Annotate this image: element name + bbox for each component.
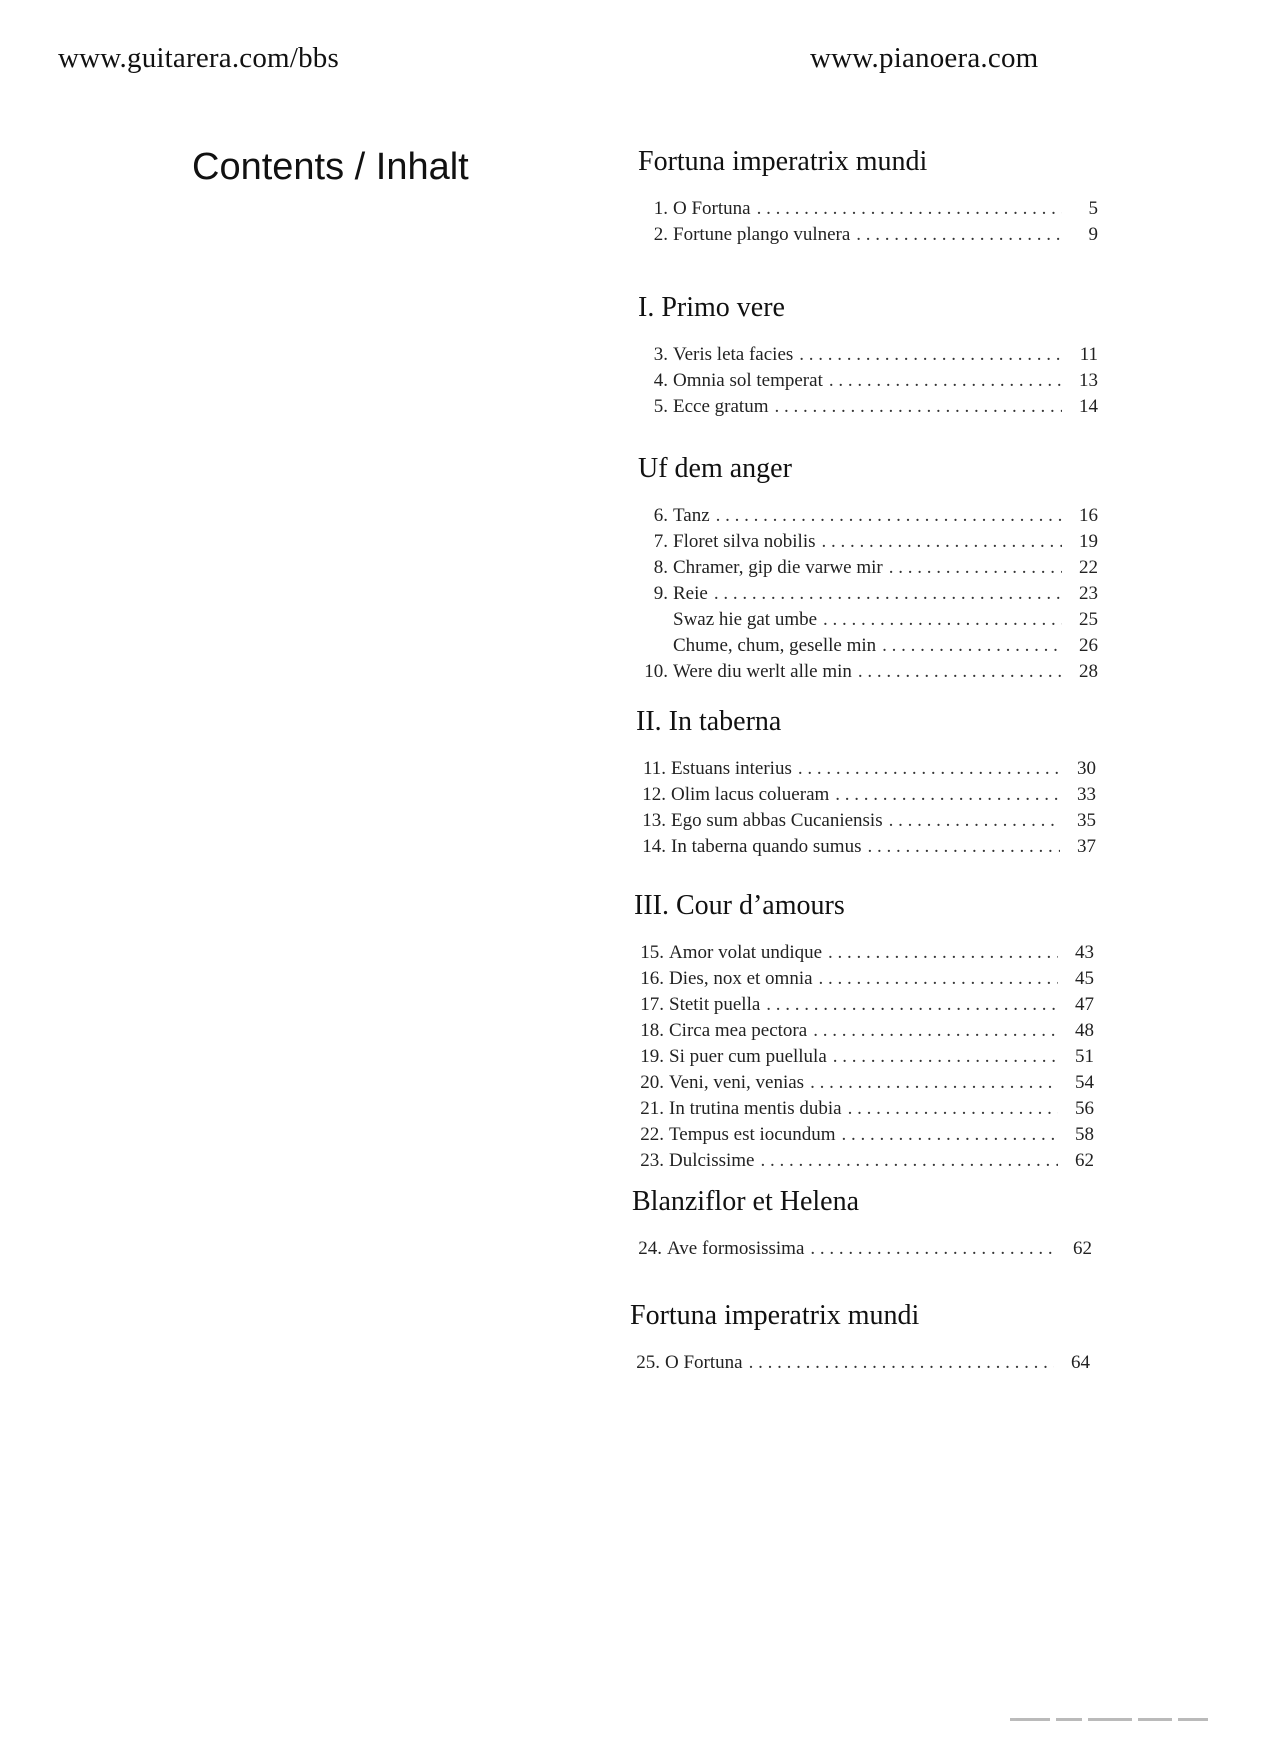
dot-leader: [828, 940, 1058, 966]
toc-entry-title: Ave formosissima: [667, 1238, 805, 1259]
toc-section: [638, 146, 1098, 248]
toc-entry-page: 13: [1079, 370, 1098, 391]
toc-entry-number: 20.: [640, 1072, 664, 1093]
toc-entry-page: 5: [1088, 198, 1098, 219]
toc-section: [636, 706, 1096, 860]
dot-leader: [810, 1236, 1056, 1262]
toc-entry: [638, 659, 1098, 685]
toc-entry-number: 22.: [640, 1124, 664, 1145]
toc-entry-page: 9: [1088, 224, 1098, 245]
toc-entry-number: 23.: [640, 1150, 664, 1171]
toc-entry-title: Estuans interius: [671, 758, 792, 779]
dot-leader: [889, 808, 1060, 834]
toc-section-title: Uf dem anger: [638, 453, 792, 484]
dot-leader: [882, 633, 1062, 659]
toc-section: [630, 1300, 1090, 1376]
dot-leader: [856, 222, 1062, 248]
toc-entry-title: Dies, nox et omnia: [669, 968, 813, 989]
toc-section-title: I. Primo vere: [638, 292, 785, 323]
toc-entry-title: Stetit puella: [669, 994, 761, 1015]
toc-entry-list: [638, 503, 1098, 685]
toc-entry-number: 7.: [653, 531, 668, 552]
dot-leader: [833, 1044, 1058, 1070]
dot-leader: [749, 1350, 1054, 1376]
toc-entry-page: 16: [1079, 505, 1098, 526]
header-url-right: www.pianoera.com: [810, 42, 1039, 74]
toc-entry: [634, 1070, 1094, 1096]
toc-section: [638, 453, 1098, 685]
toc-entry: [634, 992, 1094, 1018]
toc-entry-number: 14.: [642, 836, 666, 857]
toc-entry: [638, 633, 1098, 659]
toc-entry-number: 19.: [640, 1046, 664, 1067]
toc-entry-page: 64: [1071, 1352, 1090, 1373]
toc-entry-number: 12.: [642, 784, 666, 805]
toc-entry-title: Ego sum abbas Cucaniensis: [671, 810, 883, 831]
toc-entry-title: O Fortuna: [665, 1352, 743, 1373]
toc-entry-title: Olim lacus colueram: [671, 784, 830, 805]
dot-leader: [835, 782, 1060, 808]
toc-entry: [638, 607, 1098, 633]
dot-leader: [819, 966, 1058, 992]
dot-leader: [841, 1122, 1058, 1148]
dot-leader: [848, 1096, 1058, 1122]
toc-entry-page: 58: [1075, 1124, 1094, 1145]
toc-entry-number: 24.: [638, 1238, 662, 1259]
dot-leader: [889, 555, 1062, 581]
toc-entry: [638, 503, 1098, 529]
toc-entry-title: Chramer, gip die varwe mir: [673, 557, 883, 578]
toc-entry-page: 33: [1077, 784, 1096, 805]
header-url-left: www.guitarera.com/bbs: [58, 42, 339, 74]
toc-entry: [638, 342, 1098, 368]
toc-entry-page: 28: [1079, 661, 1098, 682]
toc-entry-page: 45: [1075, 968, 1094, 989]
dot-leader: [766, 992, 1058, 1018]
toc-entry-page: 47: [1075, 994, 1094, 1015]
toc-entry-title: O Fortuna: [673, 198, 751, 219]
toc-section-title: Blanziflor et Helena: [632, 1186, 860, 1217]
toc-entry-list: [638, 342, 1098, 420]
toc-entry-page: 37: [1077, 836, 1096, 857]
toc-entry-title: Si puer cum puellula: [669, 1046, 827, 1067]
dot-leader: [822, 529, 1063, 555]
toc-section: [638, 292, 1098, 420]
toc-entry: [636, 782, 1096, 808]
toc-entry-page: 14: [1079, 396, 1098, 417]
toc-entry: [638, 196, 1098, 222]
toc-entry-page: 11: [1079, 344, 1098, 365]
toc-entry-page: 62: [1075, 1150, 1094, 1171]
toc-entry-page: 43: [1075, 942, 1094, 963]
toc-entry-list: [630, 1350, 1090, 1376]
toc-entry-number: 18.: [640, 1020, 664, 1041]
toc-entry-page: 22: [1079, 557, 1098, 578]
dot-leader: [714, 581, 1062, 607]
toc-entry-page: 26: [1079, 635, 1098, 656]
toc-entry-page: 19: [1079, 531, 1098, 552]
toc-section-title: Fortuna imperatrix mundi: [638, 146, 928, 177]
dot-leader: [757, 196, 1062, 222]
toc-entry-page: 23: [1079, 583, 1098, 604]
toc-entry: [636, 834, 1096, 860]
toc-entry-title: Chume, chum, geselle min: [673, 635, 877, 656]
toc-entry-title: Ecce gratum: [673, 396, 769, 417]
dot-leader: [716, 503, 1062, 529]
dot-leader: [858, 659, 1062, 685]
dot-leader: [810, 1070, 1058, 1096]
toc-entry-title: In taberna quando sumus: [671, 836, 862, 857]
toc-entry-number: 9.: [653, 583, 668, 604]
toc-entry: [638, 581, 1098, 607]
toc-entry: [634, 1122, 1094, 1148]
toc-entry-number: 1.: [653, 198, 668, 219]
toc-entry: [630, 1350, 1090, 1376]
toc-entry-number: 17.: [640, 994, 664, 1015]
toc-entry-title: Floret silva nobilis: [673, 531, 816, 552]
toc-entry: [638, 368, 1098, 394]
toc-entry-number: 16.: [640, 968, 664, 989]
toc-entry-number: 2.: [653, 224, 668, 245]
toc-entry-title: In trutina mentis dubia: [669, 1098, 842, 1119]
toc-entry-title: Circa mea pectora: [669, 1020, 808, 1041]
toc-entry-title: Tempus est iocundum: [669, 1124, 836, 1145]
toc-entry-title: Swaz hie gat umbe: [673, 609, 818, 630]
dot-leader: [823, 607, 1062, 633]
dot-leader: [813, 1018, 1058, 1044]
toc-entry-title: Omnia sol temperat: [673, 370, 823, 391]
toc-entry-title: Tanz: [673, 505, 710, 526]
toc-entry: [634, 966, 1094, 992]
toc-entry-page: 56: [1075, 1098, 1094, 1119]
toc-entry: [638, 222, 1098, 248]
toc-entry-list: [632, 1236, 1092, 1262]
toc-entry-page: 62: [1073, 1238, 1092, 1259]
dot-leader: [761, 1148, 1059, 1174]
toc-section: [632, 1186, 1092, 1262]
toc-entry-number: 21.: [640, 1098, 664, 1119]
toc-entry-title: Veni, veni, venias: [669, 1072, 805, 1093]
toc-entry: [634, 1044, 1094, 1070]
toc-entry: [638, 555, 1098, 581]
toc-entry-number: 25.: [636, 1352, 660, 1373]
toc-entry-page: 30: [1077, 758, 1096, 779]
toc-entry-number: 13.: [642, 810, 666, 831]
toc-entry-page: 51: [1075, 1046, 1094, 1067]
toc-section-title: II. In taberna: [636, 706, 782, 737]
toc-entry: [636, 756, 1096, 782]
toc-entry-list: [634, 940, 1094, 1174]
toc-entry-list: [638, 196, 1098, 248]
toc-entry-title: Veris leta facies: [673, 344, 794, 365]
toc-entry-title: Fortune plango vulnera: [673, 224, 851, 245]
toc-entry-number: 3.: [653, 344, 668, 365]
toc-entry-page: 48: [1075, 1020, 1094, 1041]
toc-entry-page: 54: [1075, 1072, 1094, 1093]
toc-entry: [634, 1018, 1094, 1044]
toc-entry-page: 35: [1077, 810, 1096, 831]
toc-entry-title: Amor volat undique: [669, 942, 823, 963]
toc-entry-number: 4.: [653, 370, 668, 391]
toc-section: [634, 890, 1094, 1174]
toc-entry: [632, 1236, 1092, 1262]
toc-entry-page: 25: [1079, 609, 1098, 630]
toc-entry: [634, 1148, 1094, 1174]
toc-entry-number: 15.: [640, 942, 664, 963]
toc-entry: [634, 1096, 1094, 1122]
toc-entry: [634, 940, 1094, 966]
toc-entry-title: Were diu werlt alle min: [673, 661, 852, 682]
toc-entry-number: 11.: [642, 758, 666, 779]
toc-entry-list: [636, 756, 1096, 860]
dot-leader: [798, 756, 1060, 782]
toc-entry-number: 8.: [653, 557, 668, 578]
dot-leader: [799, 342, 1062, 368]
toc-entry-number: 10.: [644, 661, 668, 682]
dot-leader: [774, 394, 1062, 420]
toc-entry-title: Reie: [673, 583, 708, 604]
page-title: Contents / Inhalt: [192, 146, 469, 188]
toc-entry: [638, 394, 1098, 420]
toc-entry-number: 6.: [653, 505, 668, 526]
footer-mark: [1010, 1718, 1230, 1724]
toc-entry-number: 5.: [653, 396, 668, 417]
toc-entry: [638, 529, 1098, 555]
toc-entry-title: Dulcissime: [669, 1150, 755, 1171]
dot-leader: [829, 368, 1062, 394]
dot-leader: [867, 834, 1060, 860]
toc-section-title: Fortuna imperatrix mundi: [630, 1300, 920, 1331]
toc-section-title: III. Cour d’amours: [634, 890, 845, 921]
toc-entry: [636, 808, 1096, 834]
